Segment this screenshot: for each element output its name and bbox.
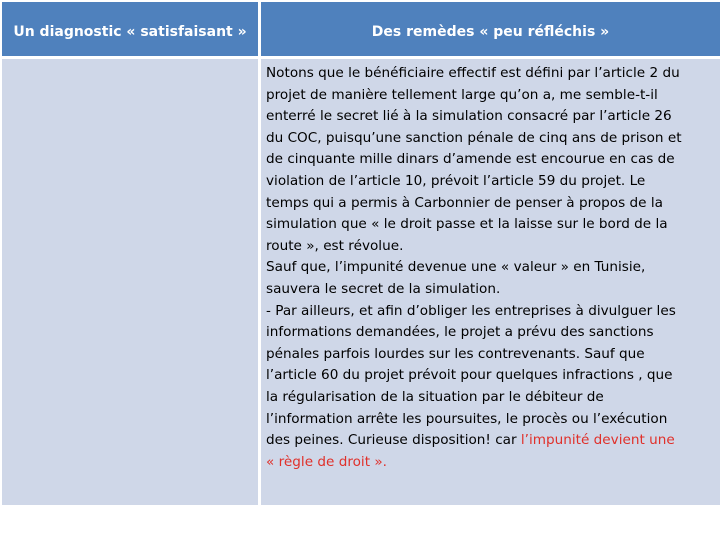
header-remedes: Des remèdes « peu réfléchis » bbox=[261, 2, 720, 56]
cell-diagnostic-empty bbox=[2, 59, 258, 505]
text-line: pénales parfois lourdes sur les contrevenants. Sauf que bbox=[266, 345, 645, 362]
text-plain-segment: des peines. Curieuse disposition! car bbox=[266, 432, 521, 449]
text-line: Notons que le bénéficiaire effectif est défini par l’article 2 du bbox=[266, 65, 680, 81]
text-line: l’article 60 du projet prévoit pour quelques infractions , que bbox=[266, 367, 673, 384]
remedes-text bbox=[266, 63, 718, 473]
text-line: simulation que « le droit passe et la laisse sur le bord de la bbox=[266, 216, 668, 233]
text-highlight-red-final: « règle de droit ». bbox=[266, 453, 387, 470]
text-line: - Par ailleurs, et afin d’obliger les entreprises à divulguer les bbox=[266, 302, 676, 319]
text-line: projet de manière tellement large qu’on a, me semble-t-il bbox=[266, 86, 658, 103]
text-line: Sauf que, l’impunité devenue une « valeur » en Tunisie, bbox=[266, 259, 646, 276]
text-line: violation de l’article 10, prévoit l’article 59 du projet. Le bbox=[266, 172, 646, 189]
text-line: de cinquante mille dinars d’amende est encourue en cas de bbox=[266, 151, 675, 168]
text-line: enterré le secret lié à la simulation consacré par l’article 26 bbox=[266, 108, 672, 125]
text-line-mixed bbox=[266, 430, 718, 452]
text-line: l’information arrête les poursuites, le procès ou l’exécution bbox=[266, 410, 668, 427]
text-line: informations demandées, le projet a prévu des sanctions bbox=[266, 324, 654, 341]
text-line: la régularisation de la situation par le débiteur de bbox=[266, 388, 604, 405]
text-line: du COC, puisqu’une sanction pénale de cinq ans de prison et bbox=[266, 129, 682, 146]
text-line: temps qui a permis à Carbonnier de penser à propos de la bbox=[266, 194, 663, 211]
text-highlight-red: l’impunité devient une bbox=[520, 432, 675, 449]
text-line: sauvera le secret de la simulation. bbox=[266, 280, 501, 297]
header-diagnostic: Un diagnostic « satisfaisant » bbox=[2, 2, 258, 56]
text-line: route », est révolue. bbox=[266, 237, 404, 254]
